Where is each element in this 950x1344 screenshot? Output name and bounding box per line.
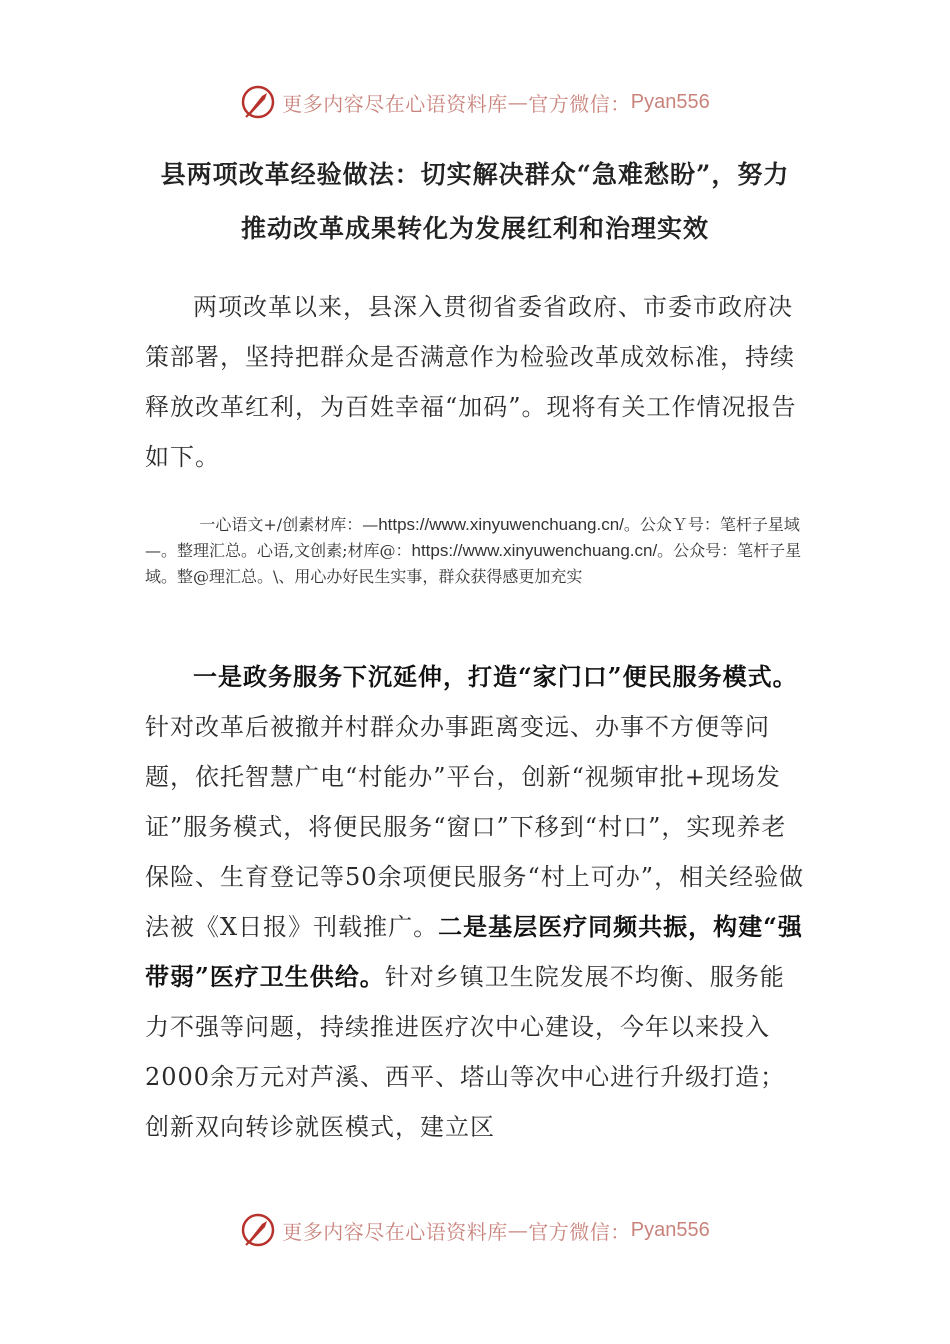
footer-watermark	[0, 1210, 950, 1250]
header-watermark	[0, 82, 950, 122]
point-2-text: 针对乡镇卫生院发展不均衡、服务能力不强等问题，持续推进医疗次中心建设，今年以来投入2000余万元对芦溪、西平、塔山等次中心进行升级打造；创新双向转诊就医模式，建立区	[145, 963, 786, 1141]
watermark-text: 更多内容尽在心语资料库	[282, 91, 508, 116]
watermark-wx-id: Pyan556	[630, 1218, 710, 1241]
section-paragraph	[145, 652, 805, 1152]
point-2-heading: 二是基层医疗同频共振，构建“强带弱”医疗卫生供给。	[145, 912, 803, 991]
note-url-1: https://www.xinyuwenchuang.cn/	[378, 515, 624, 534]
point-1-text: 针对改革后被撤并村群众办事距离变远、办事不方便等问题，依托智慧广电“村能办”平台，创新“视频审批+现场发证”服务模式，将便民服务“窗口”下移到“村口”，实现养老保险、生育登记等50余项便民服务“村上可办”，相关经验做法被《X日报》刊载推广。	[145, 713, 805, 941]
intro-paragraph: 两项改革以来，县深入贯彻省委省政府、市委市政府决策部署，坚持把群众是否满意作为检验改革成效标准，持续释放改革红利，为百姓幸福“加码”。现将有关工作情况报告如下。	[145, 293, 797, 471]
source-note	[145, 512, 805, 590]
watermark-wx-label: 官方微信：	[528, 91, 631, 116]
note-part-2: 。公众Ｙ号：笔杆子星域—。整理汇总。心语,文创素;材库@：	[145, 515, 800, 560]
watermark-dash: —	[507, 90, 529, 114]
title-line-1: 县两项改革经验做法：切实解决群众“急难愁盼”，努力	[160, 160, 790, 189]
point-1-heading: 一是政务服务下沉延伸，打造“家门口”便民服务模式。	[193, 662, 798, 691]
title-line-2: 推动改革成果转化为发展红利和治理实效	[240, 214, 709, 243]
watermark-dash: —	[507, 1218, 529, 1242]
note-part-3: 。公众号：笔杆子星域。整@理汇总。\、用心办好民生实事，群众获得感更加充实	[145, 541, 802, 586]
note-part-1: 一心语文+/创素材库：—	[199, 515, 379, 534]
pen-nib-logo-icon	[240, 1212, 276, 1248]
watermark-wx-id: Pyan556	[630, 90, 710, 113]
watermark-wx-label: 官方微信：	[528, 1219, 631, 1244]
pen-nib-logo-icon	[240, 84, 276, 120]
watermark-text: 更多内容尽在心语资料库	[282, 1219, 508, 1244]
document-title	[140, 148, 810, 256]
note-url-2: https://www.xinyuwenchuang.cn/	[411, 541, 658, 560]
